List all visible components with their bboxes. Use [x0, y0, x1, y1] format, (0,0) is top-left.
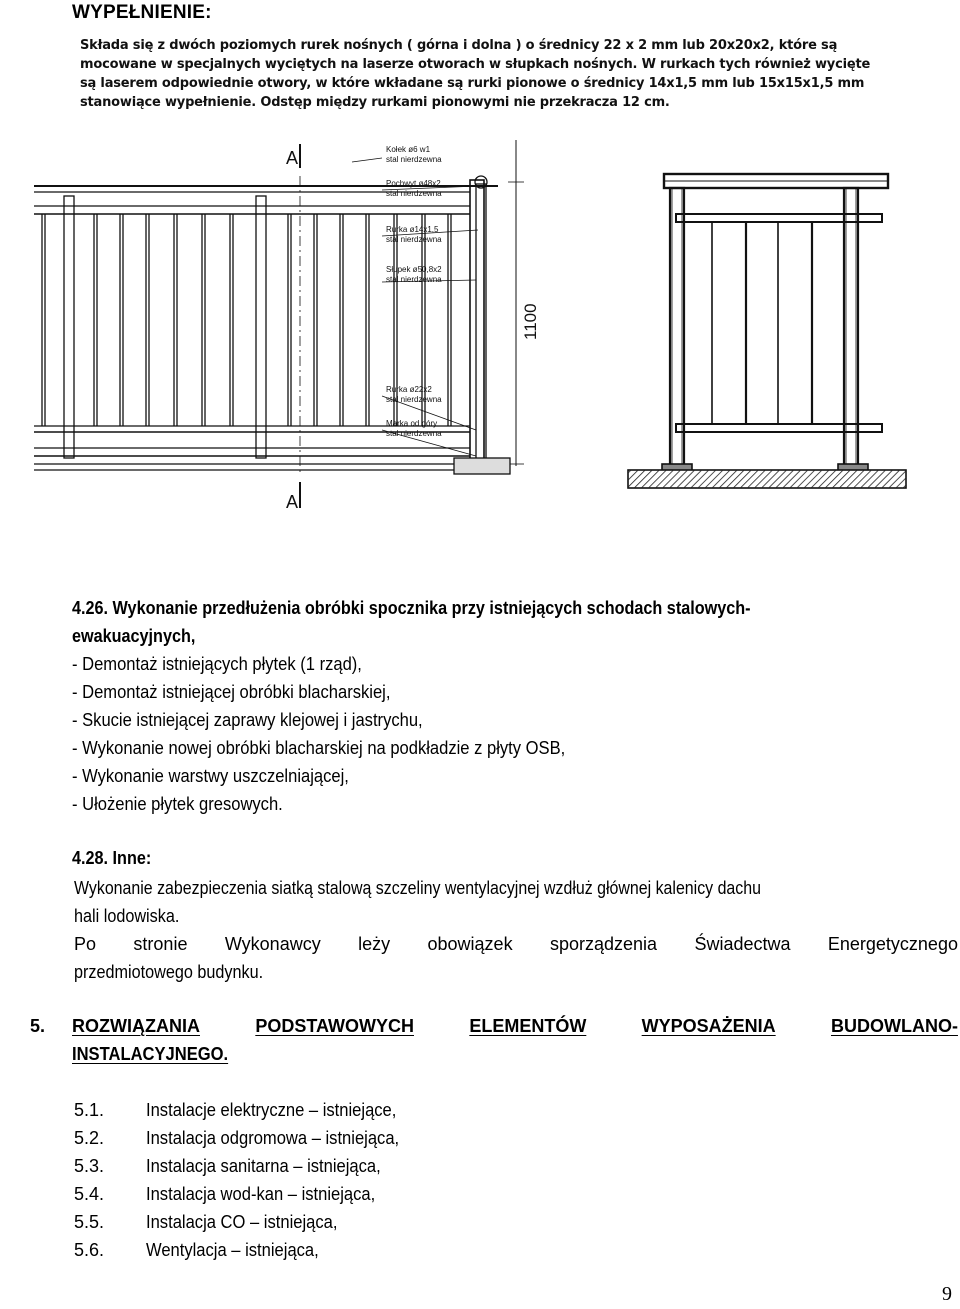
section-5-title — [72, 1014, 958, 1038]
list-item: - Demontaż istniejącej obróbki blacharskiej, — [72, 682, 391, 702]
word: BUDOWLANO- — [830, 1016, 958, 1036]
list-item-number: 5.3. — [74, 1156, 105, 1176]
word: sporządzenia — [549, 934, 658, 954]
concrete-slab — [628, 470, 906, 488]
word: WYPOSAŻENIA — [641, 1016, 776, 1036]
list-item-text: Instalacja sanitarna – istniejąca, — [146, 1156, 381, 1176]
paragraph-line: hali lodowiska. — [74, 906, 180, 926]
word: stronie — [133, 934, 188, 954]
section-number: 4.28. — [72, 848, 109, 868]
list-item-number: 5.2. — [74, 1128, 105, 1148]
list-item-number: 5.6. — [74, 1240, 105, 1260]
section-heading: WYPEŁNIENIE: — [72, 2, 212, 23]
list-item-text: Instalacje elektryczne – istniejące, — [146, 1100, 397, 1120]
list-item: - Demontaż istniejących płytek (1 rząd), — [72, 654, 362, 674]
railing-technical-drawing — [30, 130, 920, 530]
section-426-title-cont: ewakuacyjnych, — [72, 626, 196, 646]
scanned-description — [80, 36, 880, 112]
annotation-material: stal nierdzewna — [386, 235, 442, 244]
section-5-number: 5. — [30, 1016, 46, 1036]
section-label: A — [286, 148, 299, 168]
list-item: - Wykonanie warstwy uszczelniającej, — [72, 766, 349, 786]
scan-line: stanowiące wypełnienie. Odstęp między rurkami pionowymi nie przekracza 12 cm. — [80, 95, 670, 110]
annotation-title: Marka od góry — [386, 419, 438, 428]
section-426-title — [72, 596, 925, 620]
word: PODSTAWOWYCH — [255, 1016, 414, 1036]
annotation-title: Kołek ø6 w1 — [386, 145, 431, 154]
annotation-material: stal nierdzewna — [386, 395, 442, 404]
word: Wykonawcy — [224, 934, 321, 954]
annotation-material: stal nierdzewna — [386, 275, 442, 284]
word: ROZWIĄZANIA — [72, 1016, 200, 1036]
paragraph-line: przedmiotowego budynku. — [74, 962, 264, 982]
annotation-material: stal nierdzewna — [386, 155, 442, 164]
word: Energetycznego — [827, 934, 958, 954]
section-428-title — [72, 846, 151, 870]
annotation-material: stal nierdzewna — [386, 429, 442, 438]
section-number: 4.26. — [72, 598, 109, 618]
annotation-title: Rurka ø14x1,5 — [386, 225, 439, 234]
scan-line: są laserem odpowiednie otwory, w które wkładane są rurki pionowe o średnicy 14x1,5 mm lub 15x15x1,5 mm — [80, 76, 865, 91]
scan-line: Składa się z dwóch poziomych rurek nośnych ( górna i dolna ) o średnicy 22 x 2 mm lub 20x20x2, które są — [80, 38, 838, 53]
annotation-title: Słupek ø50,8x2 — [386, 265, 442, 274]
word: leży — [358, 934, 391, 954]
list-item: - Wykonanie nowej obróbki blacharskiej na podkładzie z płyty OSB, — [72, 738, 566, 758]
section-title: Inne: — [112, 848, 152, 868]
list-item: - Skucie istniejącej zaprawy klejowej i jastrychu, — [72, 710, 423, 730]
right-elevation-drawing — [662, 174, 888, 472]
dimension-value: 1100 — [521, 303, 540, 340]
list-item-text: Instalacja odgromowa – istniejąca, — [146, 1128, 400, 1148]
list-item-number: 5.5. — [74, 1212, 105, 1232]
section-title: Wykonanie przedłużenia obróbki spocznika przy istniejących schodach stalowych- — [112, 598, 751, 618]
word: ELEMENTÓW — [469, 1016, 587, 1036]
word: obowiązek — [427, 934, 513, 954]
annotation-material: stal nierdzewna — [386, 189, 442, 198]
list-item-number: 5.4. — [74, 1184, 105, 1204]
list-item: - Ułożenie płytek gresowych. — [72, 794, 283, 814]
list-item-text: Wentylacja – istniejąca, — [146, 1240, 319, 1260]
left-elevation-drawing — [34, 140, 524, 508]
scan-line: mocowane w specjalnych wyciętych na laserze otworach w słupkach nośnych. W rurkach tych również wycięte — [80, 57, 871, 72]
list-item-text: Instalacja CO – istniejąca, — [146, 1212, 338, 1232]
word: Świadectwa — [694, 934, 791, 954]
annotation-title: Pochwyt ø48x2 — [386, 179, 441, 188]
section-label: A — [286, 492, 299, 512]
annotation-title: Rurka ø22x2 — [386, 385, 432, 394]
list-item-number: 5.1. — [74, 1100, 105, 1120]
paragraph-line-justified — [74, 932, 958, 956]
word: Po — [74, 934, 97, 954]
paragraph-line: Wykonanie zabezpieczenia siatką stalową szczeliny wentylacyjnej wzdłuż głównej kalenicy dachu — [74, 878, 761, 898]
page-number: 9 — [942, 1283, 952, 1305]
section-5-title-cont: INSTALACYJNEGO. — [72, 1044, 229, 1064]
list-item-text: Instalacja wod-kan – istniejąca, — [146, 1184, 376, 1204]
